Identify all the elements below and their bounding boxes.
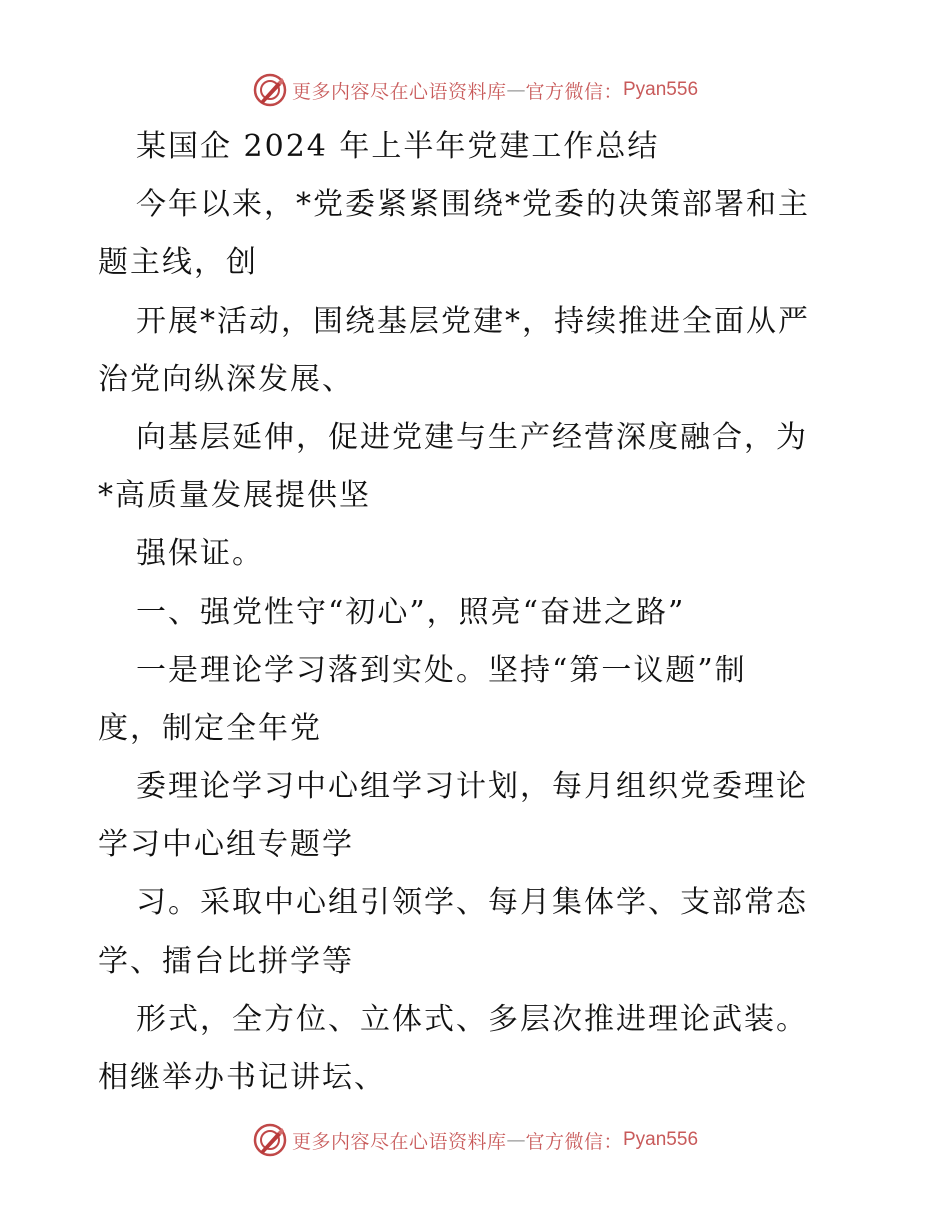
watermark-dash: —	[506, 1129, 526, 1151]
watermark-account-label: 官方微信：	[525, 80, 623, 103]
watermark-dash: —	[506, 79, 526, 101]
watermark-account-label: 官方微信：	[525, 1130, 623, 1153]
paragraph-line: 习。采取中心组引领学、每月集体学、支部常态	[136, 885, 808, 921]
paragraph-line: *高质量发展提供坚	[98, 478, 371, 514]
paragraph-line: 委理论学习中心组学习计划，每月组织党委理论	[136, 769, 808, 805]
pen-logo-icon	[252, 1122, 288, 1158]
document-title: 某国企 2024 年上半年党建工作总结	[136, 129, 660, 164]
paragraph-line: 强保证。	[136, 536, 264, 572]
footer-watermark	[0, 1120, 950, 1160]
watermark-account-id: Pyan556	[623, 1129, 699, 1150]
header-watermark	[0, 70, 950, 110]
paragraph-line: 度，制定全年党	[98, 710, 322, 746]
paragraph-line: 治党向纵深发展、	[98, 361, 354, 397]
document-body	[98, 118, 858, 1107]
paragraph-line: 开展*活动，围绕基层党建*，持续推进全面从严	[136, 303, 810, 339]
watermark-text: 更多内容尽在心语资料库	[291, 80, 507, 103]
pen-logo-icon	[252, 72, 288, 108]
paragraph-line: 今年以来，*党委紧紧围绕*党委的决策部署和主	[136, 187, 810, 223]
paragraph-line: 学习中心组专题学	[98, 827, 354, 863]
watermark-text: 更多内容尽在心语资料库	[291, 1130, 507, 1153]
watermark-account-id: Pyan556	[623, 79, 699, 100]
paragraph-line: 一是理论学习落到实处。坚持“第一议题”制	[136, 652, 747, 688]
paragraph-line: 题主线，创	[98, 245, 258, 281]
paragraph-line: 形式，全方位、立体式、多层次推进理论武装。	[136, 1001, 808, 1037]
paragraph-line: 学、擂台比拼学等	[98, 943, 354, 979]
paragraph-line: 向基层延伸，促进党建与生产经营深度融合，为	[136, 419, 808, 455]
section-heading: 一、强党性守“初心”，照亮“奋进之路”	[136, 594, 686, 630]
paragraph-line: 相继举办书记讲坛、	[98, 1060, 386, 1095]
